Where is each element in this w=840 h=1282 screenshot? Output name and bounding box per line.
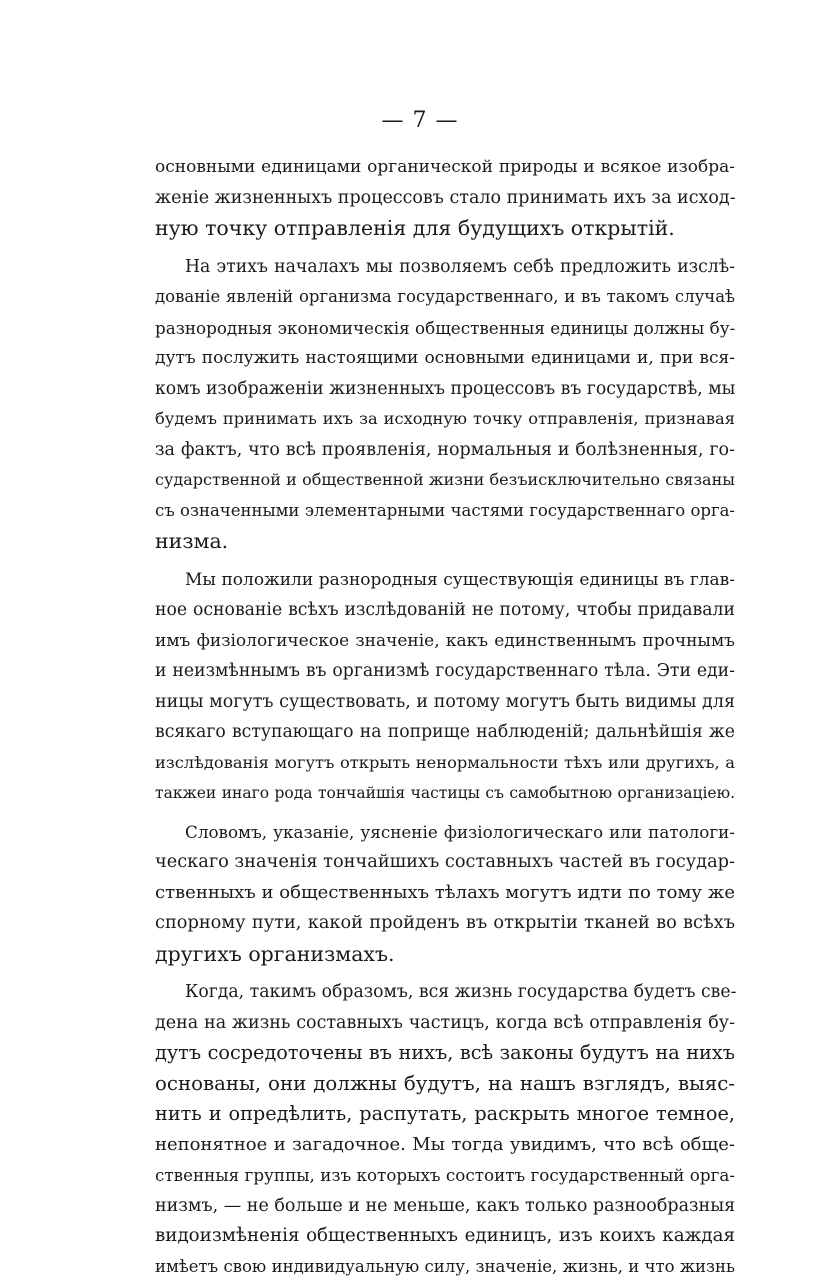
page-number: — 7 — [0, 108, 840, 133]
text-line: ственныя группы, изъ которыхъ состоитъ государственный орга- [155, 1160, 735, 1191]
text-line: всякаго вступающаго на поприще наблюденій; дальнѣйшія же [155, 717, 735, 748]
text-line: имѣетъ свою индивидуальную силу, значеніе, жизнь, и что жизнь [155, 1252, 735, 1282]
text-line: низма. [155, 526, 735, 557]
text-line: нить и опредѣлить, распутать, раскрыть многое темное, [155, 1099, 735, 1130]
text-line: такжеи инаго рода тончайшія частицы съ самобытною организаціею. [155, 778, 735, 809]
text-line: за фактъ, что всѣ проявленія, нормальныя и болѣзненныя, го- [155, 435, 735, 466]
text-line: будемъ принимать ихъ за исходную точку отправленія, признавая [155, 404, 735, 435]
text-line: ницы могутъ существовать, и потому могутъ быть видимы для [155, 687, 735, 718]
text-line: Когда, такимъ образомъ, вся жизнь государства будетъ све- [155, 977, 735, 1008]
text-line: непонятное и загадочное. Мы тогда увидимъ, что всѣ обще- [155, 1130, 735, 1161]
text-line: дованіе явленій организма государственнаго, и въ такомъ случаѣ [155, 282, 735, 313]
text-line: низмъ, — не больше и не меньше, какъ только разнообразныя [155, 1191, 735, 1222]
text-line: ческаго значенія тончайшихъ составныхъ частей въ государ- [155, 847, 735, 878]
text-line: видоизмѣненія общественныхъ единицъ, изъ коихъ каждая [155, 1221, 735, 1252]
text-line: дутъ послужить настоящими основными единицами и, при вся- [155, 343, 735, 374]
text-line: и неизмѣннымъ въ организмѣ государственнаго тѣла. Эти еди- [155, 656, 735, 687]
paragraph-1 [155, 152, 735, 244]
text-line: разнородныя экономическія общественныя единицы должны бу- [155, 313, 735, 344]
text-line: дутъ сосредоточены въ нихъ, всѣ законы будутъ на нихъ [155, 1038, 735, 1069]
paragraph-4 [155, 817, 735, 970]
text-line: спорному пути, какой пройденъ въ открытіи тканей во всѣхъ [155, 908, 735, 939]
text-line: изслѣдованія могутъ открыть ненормальности тѣхъ или другихъ, а [155, 748, 735, 779]
text-line: основными единицами органической природы и всякое изобра- [155, 152, 735, 183]
text-line: женіе жизненныхъ процессовъ стало принимать ихъ за исход- [155, 183, 735, 214]
text-line: комъ изображеніи жизненныхъ процессовъ въ государствѣ, мы [155, 374, 735, 405]
text-line: съ означенными элементарными частями государственнаго орга- [155, 496, 735, 527]
text-line: Словомъ, указаніе, уясненіе физіологическаго или патологи- [155, 817, 735, 848]
body-text [155, 152, 735, 1282]
text-line: ную точку отправленія для будущихъ открытій. [155, 213, 735, 244]
text-line: Мы положили разнородныя существующія единицы въ глав- [155, 565, 735, 596]
paragraph-5 [155, 977, 735, 1282]
text-line: имъ физіологическое значеніе, какъ единственнымъ прочнымъ [155, 626, 735, 657]
text-line: основаны, они должны будутъ, на нашъ взглядъ, выяс- [155, 1069, 735, 1100]
paragraph-3 [155, 565, 735, 809]
text-line: На этихъ началахъ мы позволяемъ себѣ предложить изслѣ- [155, 252, 735, 283]
text-line: дена на жизнь составныхъ частицъ, когда всѣ отправленія бу- [155, 1008, 735, 1039]
text-line: сударственной и общественной жизни безъисключительно связаны [155, 465, 735, 496]
text-line: ственныхъ и общественныхъ тѣлахъ могутъ идти по тому же [155, 878, 735, 909]
text-line: другихъ организмахъ. [155, 939, 735, 970]
paragraph-2 [155, 252, 735, 557]
text-line: ное основаніе всѣхъ изслѣдованій не потому, чтобы придавали [155, 595, 735, 626]
